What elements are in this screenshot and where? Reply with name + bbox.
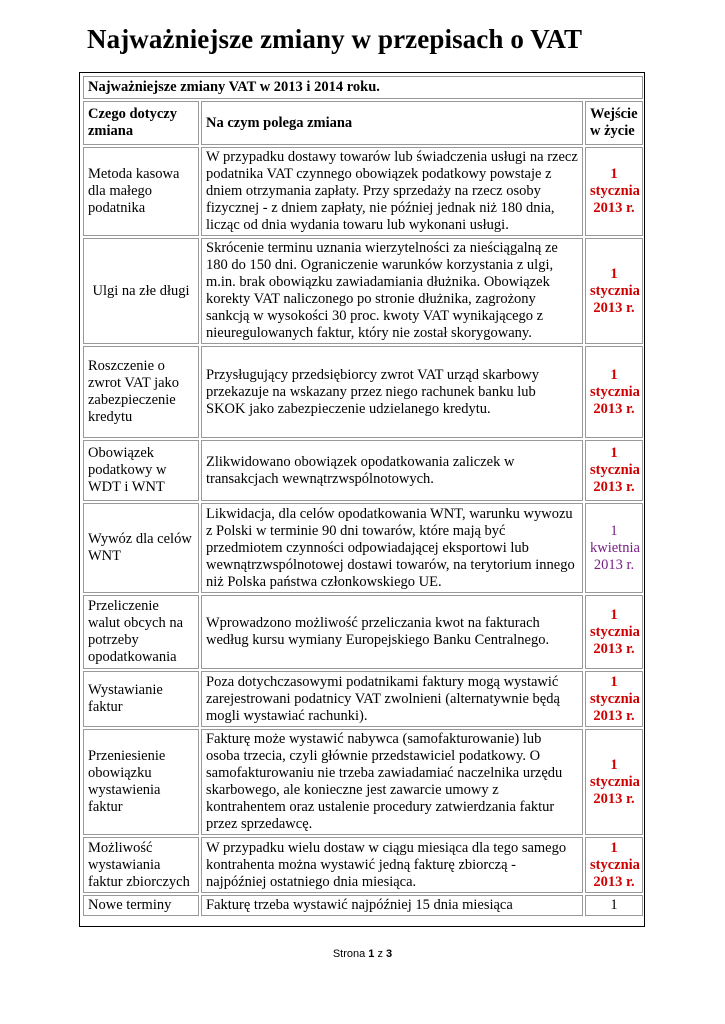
row-change: Fakturę może wystawić nabywca (samofakturowanie) lub osoba trzecia, czyli głównie przedstawiciel podatkowy. O samofakturowaniu nie trzeba zawiadamiać naczelnika urzędu skarbowego, ale konieczne jest zawarcie umowy z kontrahentem oraz ustalenie procedury zatwierdzania faktur przez sprzedawcę. xyxy=(201,729,583,835)
header-effective: Wejście w życie xyxy=(585,101,643,145)
row-topic: Wystawianie faktur xyxy=(83,671,199,727)
table-caption: Najważniejsze zmiany VAT w 2013 i 2014 roku. xyxy=(83,76,643,99)
row-change: Fakturę trzeba wystawić najpóźniej 15 dnia miesiąca xyxy=(201,895,583,916)
row-topic: Wywóz dla celów WNT xyxy=(83,503,199,593)
row-effective: 1 xyxy=(585,895,643,916)
table-row xyxy=(83,238,643,344)
table-row xyxy=(83,503,643,593)
page-footer xyxy=(0,948,725,960)
row-effective: 1 stycznia 2013 r. xyxy=(585,729,643,835)
row-topic: Przeniesienie obowiązku wystawienia faktur xyxy=(83,729,199,835)
row-effective: 1 stycznia 2013 r. xyxy=(585,837,643,893)
row-effective: 1 stycznia 2013 r. xyxy=(585,440,643,501)
footer-separator: z xyxy=(377,948,383,960)
table-row xyxy=(83,671,643,727)
footer-page-number: 1 xyxy=(368,948,375,960)
table-row xyxy=(83,595,643,669)
row-topic: Metoda kasowa dla małego podatnika xyxy=(83,147,199,236)
table-row xyxy=(83,837,643,893)
table-row xyxy=(83,729,643,835)
table-caption-row xyxy=(83,76,643,99)
vat-changes-table xyxy=(81,74,645,918)
row-effective: 1 stycznia 2013 r. xyxy=(585,595,643,669)
footer-page-total: 3 xyxy=(386,948,393,960)
row-topic: Możliwość wystawiania faktur zbiorczych xyxy=(83,837,199,893)
table-row xyxy=(83,346,643,438)
row-effective: 1 stycznia 2013 r. xyxy=(585,671,643,727)
row-change: Skrócenie terminu uznania wierzytelności za nieściągalną ze 180 do 150 dni. Ograniczenie warunków korzystania z ulgi, m.in. brak obowiązku zawiadamiania dłużnika. Obowiązek korekty VAT naliczonego po stronie dłużnika, zagrożony sankcją w wysokości 30 proc. kwoty VAT wynikającego z nieuregulowanych faktur, który nie został skorygowany. xyxy=(201,238,583,344)
row-topic: Ulgi na złe długi xyxy=(83,238,199,344)
footer-prefix: Strona xyxy=(332,948,366,960)
row-effective: 1 stycznia 2013 r. xyxy=(585,147,643,236)
row-topic: Przeliczenie walut obcych na potrzeby opodatkowania xyxy=(83,595,199,669)
row-effective: 1 stycznia 2013 r. xyxy=(585,346,643,438)
page-title: Najważniejsze zmiany w przepisach o VAT xyxy=(87,24,583,54)
header-topic: Czego dotyczy zmiana xyxy=(83,101,199,145)
table-row xyxy=(83,440,643,501)
row-change: Likwidacja, dla celów opodatkowania WNT, warunku wywozu z Polski w terminie 90 dni towarów, które mają być przedmiotem czynności odpowiadającej eksportowi lub wewnątrzwspólnotowej dostawi towarów, na terytorium innego niż Polska państwa członkowskiego UE. xyxy=(201,503,583,593)
row-change: W przypadku dostawy towarów lub świadczenia usługi na rzecz podatnika VAT czynnego obowiązek podatkowy powstaje z dniem otrzymania zapłaty. Przy sprzedaży na rzecz osoby fizycznej - z dniem zapłaty, nie później jednak niż 180 dnia, licząc od dnia wydania towaru lub wykonani usługi. xyxy=(201,147,583,236)
row-topic: Obowiązek podatkowy w WDT i WNT xyxy=(83,440,199,501)
table-row xyxy=(83,895,643,916)
row-change: Przysługujący przedsiębiorcy zwrot VAT urząd skarbowy przekazuje na wskazany przez niego rachunek banku lub SKOK jako zabezpieczenie udzielanego kredytu. xyxy=(201,346,583,438)
table-row xyxy=(83,147,643,236)
table-header-row xyxy=(83,101,643,145)
header-change: Na czym polega zmiana xyxy=(201,101,583,145)
row-topic: Roszczenie o zwrot VAT jako zabezpieczenie kredytu xyxy=(83,346,199,438)
row-change: Wprowadzono możliwość przeliczania kwot na fakturach według kursu wymiany Europejskiego Banku Centralnego. xyxy=(201,595,583,669)
row-change: Poza dotychczasowymi podatnikami faktury mogą wystawić zarejestrowani podatnicy VAT zwolnieni (alternatywnie będą mogli wystawiać rachunki). xyxy=(201,671,583,727)
row-change: W przypadku wielu dostaw w ciągu miesiąca dla tego samego kontrahenta można wystawić jedną fakturę zbiorczą - najpóźniej ostatniego dnia miesiąca. xyxy=(201,837,583,893)
row-effective: 1 stycznia 2013 r. xyxy=(585,238,643,344)
row-effective: 1 kwietnia 2013 r. xyxy=(585,503,643,593)
row-change: Zlikwidowano obowiązek opodatkowania zaliczek w transakcjach wewnątrzwspólnotowych. xyxy=(201,440,583,501)
row-topic: Nowe terminy xyxy=(83,895,199,916)
